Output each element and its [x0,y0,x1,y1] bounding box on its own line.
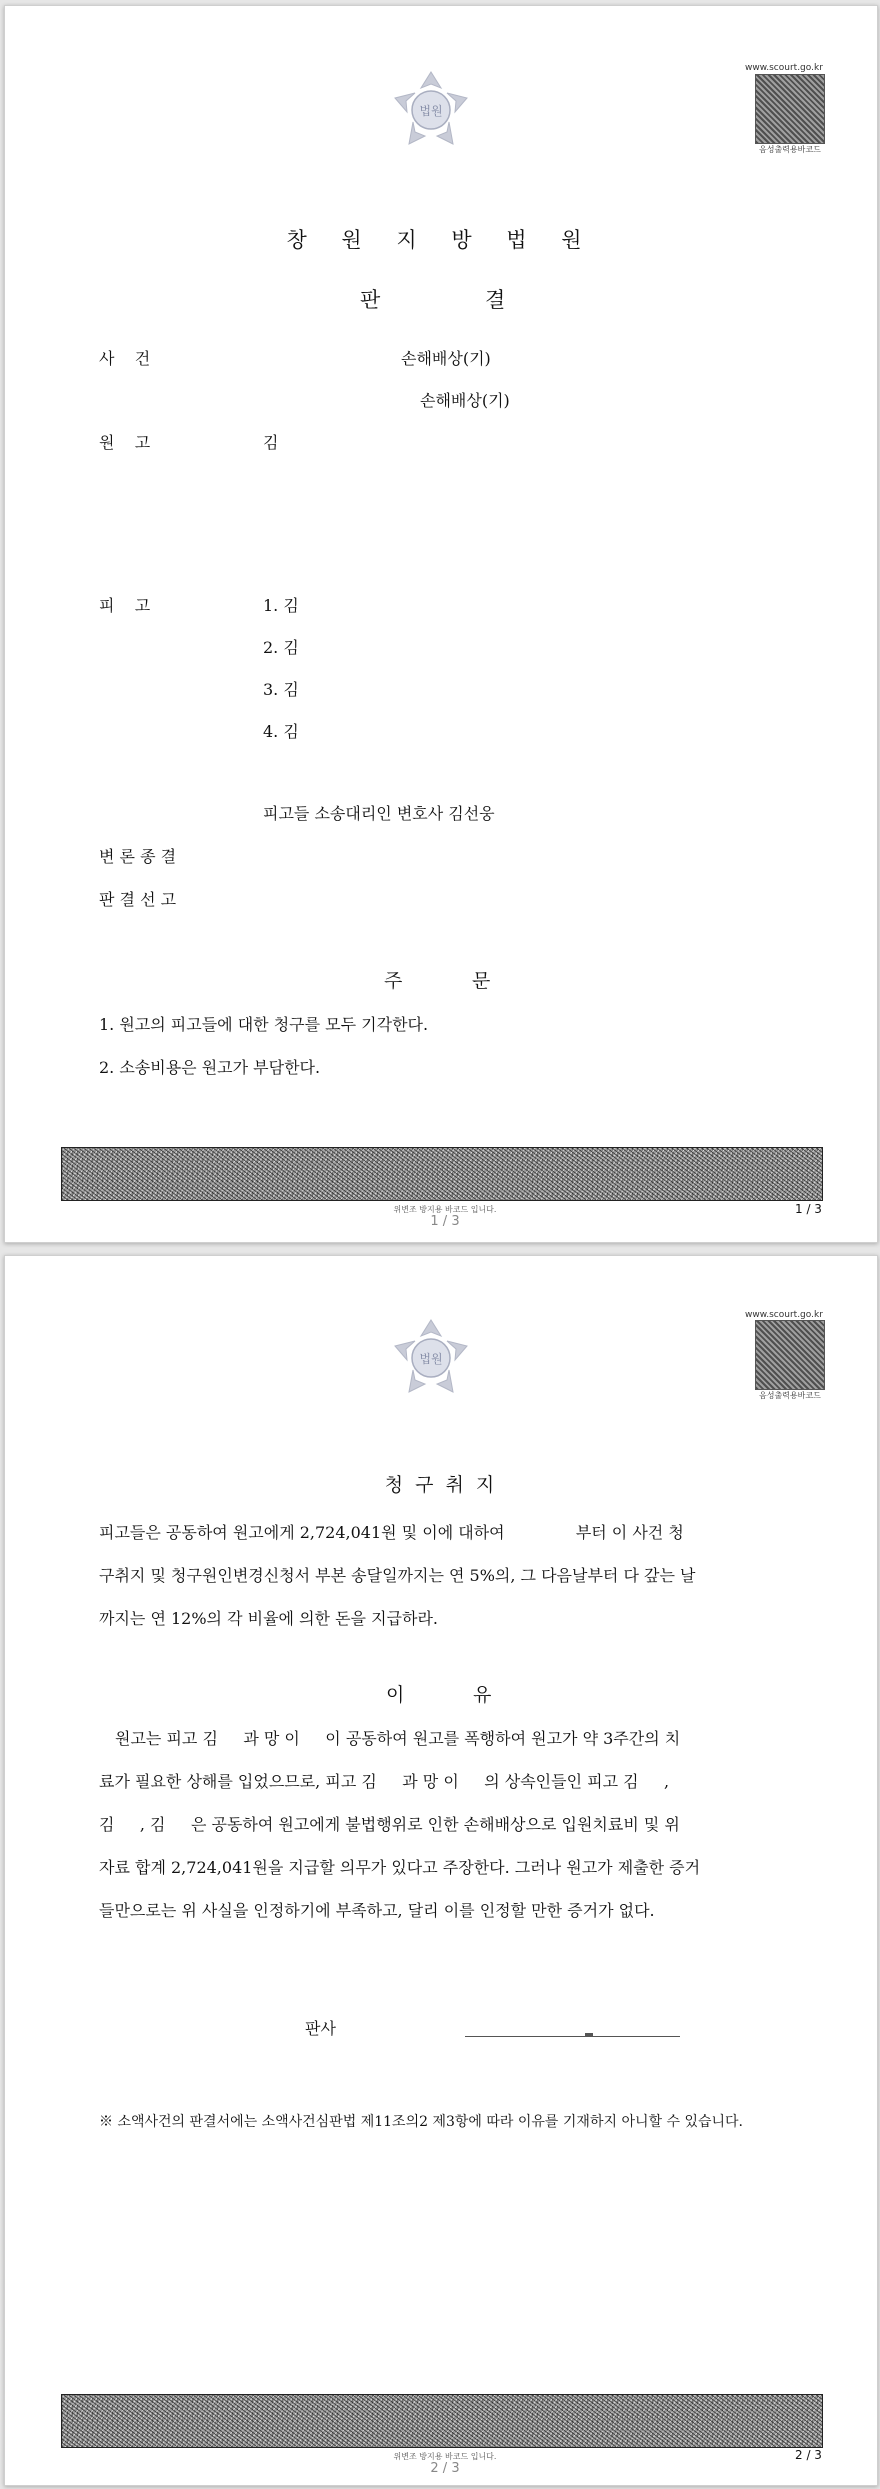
tamper-proof-barcode [61,2394,823,2448]
judge-seal-mark [585,2033,593,2037]
doc-title-left: 판 [360,288,381,312]
page-number-center: 2 / 3 [430,2461,460,2476]
order-heading-left: 주 [384,970,403,992]
court-emblem-icon [389,68,473,152]
page-number-center: 1 / 3 [430,1214,460,1229]
judge-label: 판사 [305,2019,336,2038]
reason-heading-left: 이 [386,1684,405,1706]
reason-line: 원고는 피고 김 과 망 이 이 공동하여 원고를 폭행하여 원고가 약 3주간의 치 [115,1729,681,1748]
defendant-item: 2. 김 [263,638,299,657]
reason-heading-right: 유 [473,1684,492,1706]
claim-line: 구취지 및 청구원인변경신청서 부본 송달일까지는 연 5%의, 그 다음날부터 다 갚는 날 [99,1566,696,1585]
order-item: 2. 소송비용은 원고가 부담한다. [99,1058,321,1077]
counsel-line: 피고들 소송대리인 변호사 김선웅 [263,804,495,823]
order-item: 1. 원고의 피고들에 대한 청구를 모두 기각한다. [99,1015,429,1034]
tamper-proof-barcode [61,1147,823,1201]
defendant-item: 1. 김 [263,596,299,615]
argument-close-label: 변 론 종 결 [99,847,177,866]
document-page-2 [4,1255,878,2486]
qr-code-icon [755,1320,825,1390]
order-heading-right: 문 [472,970,491,992]
court-name: 창 원 지 방 법 원 [286,228,596,252]
reason-line: 김 , 김 은 공동하여 원고에게 불법행위로 인한 손해배상으로 입원치료비 및 위 [99,1815,680,1834]
barcode-caption: 위변조 방지용 바코드 입니다. [393,2452,497,2461]
case-value-1: 손해배상(기) [401,349,491,368]
qr-caption: 음성출력용바코드 [759,1391,821,1400]
qr-code-icon [755,74,825,144]
reason-line: 료가 필요한 상해를 입었으므로, 피고 김 과 망 이 의 상속인들인 피고 김 , [99,1772,670,1791]
qr-caption: 음성출력용바코드 [759,145,821,154]
case-label: 사 건 [99,349,151,368]
barcode-caption: 위변조 방지용 바코드 입니다. [393,1205,497,1214]
page-number-right: 1 / 3 [795,1202,822,1216]
qr-url: www.scourt.go.kr [745,1310,823,1320]
document-page-1 [4,5,878,1243]
case-value-2: 손해배상(기) [420,391,510,410]
court-emblem-icon [389,1316,473,1400]
plaintiff-value: 김 [263,433,279,452]
reason-line: 자료 합계 2,724,041원을 지급할 의무가 있다고 주장한다. 그러나 원고가 제출한 증거 [99,1858,701,1877]
emblem-label: 법원 [419,104,443,118]
note-small-claims: ※ 소액사건의 판결서에는 소액사건심판법 제11조의2 제3항에 따라 이유를 기재하지 아니할 수 있습니다. [99,2114,743,2130]
emblem-label: 법원 [419,1352,443,1366]
plaintiff-label: 원 고 [99,433,151,452]
judge-signature-line [465,2036,680,2037]
doc-title-right: 결 [485,288,506,312]
judgment-date-label: 판 결 선 고 [99,890,177,909]
qr-url: www.scourt.go.kr [745,63,823,73]
claim-heading: 청 구 취 지 [384,1474,498,1496]
claim-line: 까지는 연 12%의 각 비율에 의한 돈을 지급하라. [99,1609,439,1628]
claim-line: 피고들은 공동하여 원고에게 2,724,041원 및 이에 대하여 부터 이 사건 청 [99,1523,684,1542]
defendant-item: 3. 김 [263,680,299,699]
defendant-label: 피 고 [99,596,151,615]
page-number-right: 2 / 3 [795,2448,822,2462]
defendant-item: 4. 김 [263,722,299,741]
reason-line: 들만으로는 위 사실을 인정하기에 부족하고, 달리 이를 인정할 만한 증거가 없다. [99,1901,655,1920]
